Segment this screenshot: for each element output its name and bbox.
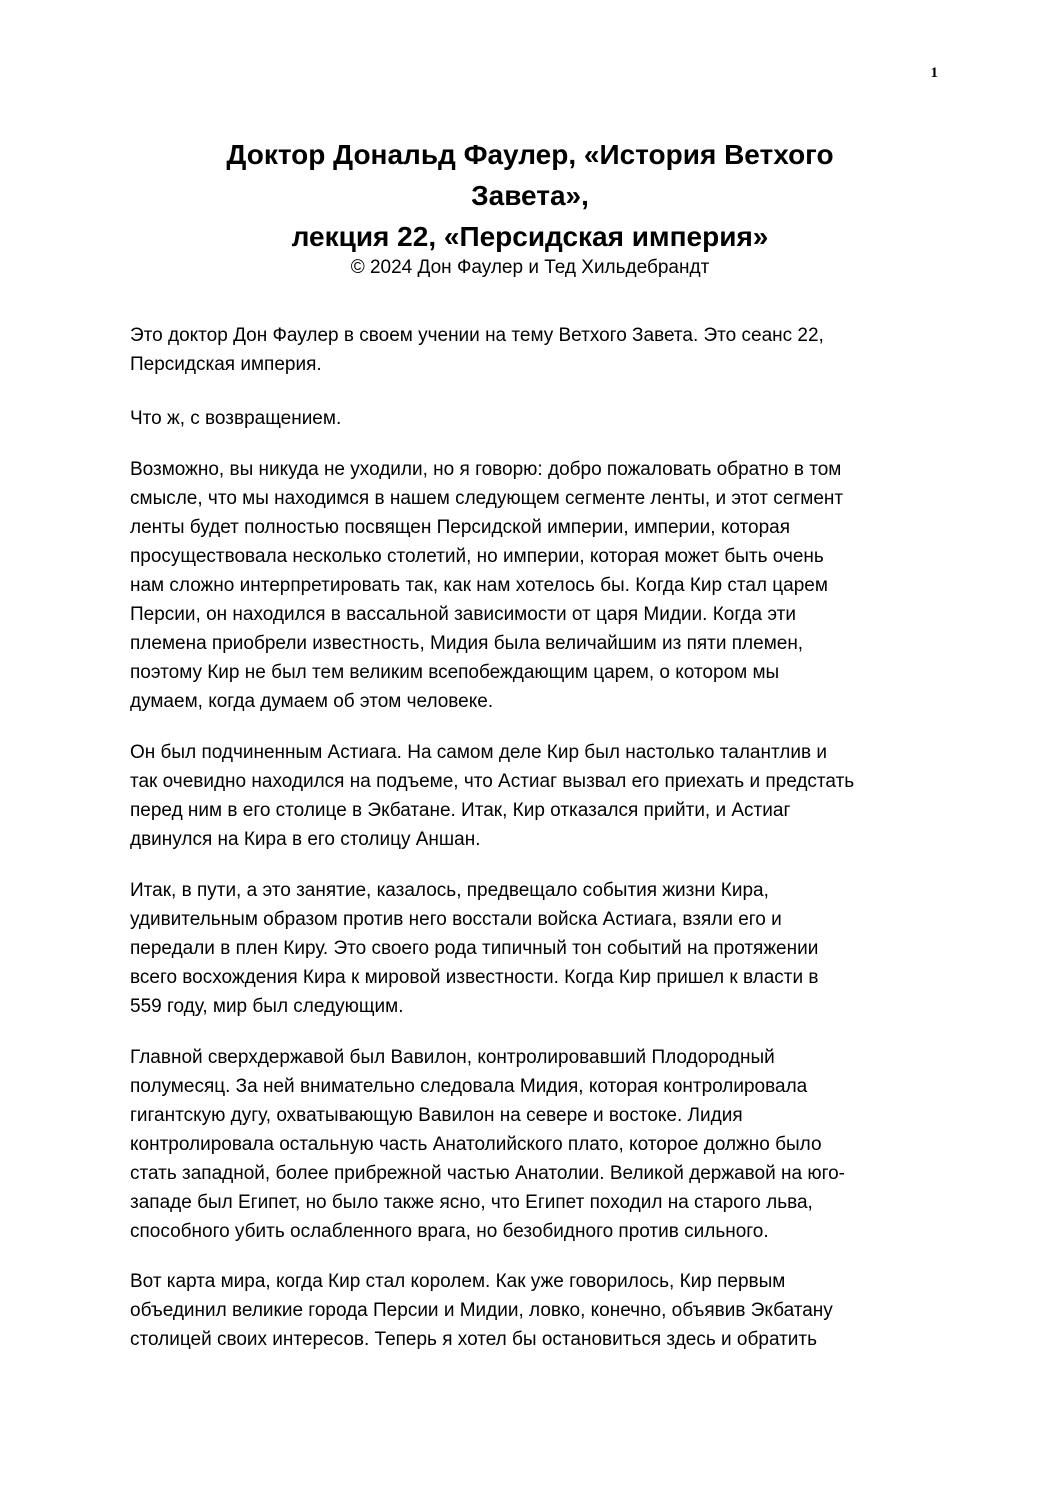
document-title-line: Завета»,: [471, 180, 589, 211]
text-line: Персидская империя.: [130, 354, 322, 375]
page-number: 1: [930, 65, 938, 81]
paragraph-superpowers: [130, 1043, 940, 1246]
text-line: западе был Египет, но было также ясно, что Египет походил на старого льва,: [130, 1192, 813, 1213]
paragraph-astyages: [130, 738, 940, 854]
text-line: способного убить ослабленного врага, но безобидного против сильного.: [130, 1221, 769, 1242]
text-line: ленты будет полностью посвящен Персидской империи, империи, которая: [130, 517, 791, 538]
text-line: объединил великие города Персии и Мидии, ловко, конечно, объявив Экбатану: [130, 1300, 833, 1321]
document-title-line: лекция 22, «Персидская империя»: [291, 221, 769, 252]
text-line: передали в плен Киру. Это своего рода типичный тон событий на протяжении: [130, 938, 819, 959]
text-line: Главной сверхдержавой был Вавилон, контролировавший Плодородный: [130, 1047, 775, 1068]
text-line: 559 году, мир был следующим.: [130, 996, 404, 1017]
paragraph-persian-empire: [130, 455, 940, 716]
text-line: племена приобрели известность, Мидия была величайшим из пяти племен,: [130, 633, 804, 654]
text-line: стать западной, более прибрежной частью Анатолии. Великой державой на юго-: [130, 1163, 845, 1184]
paragraph-world-map: [130, 1267, 940, 1354]
copyright-notice: © 2024 Дон Фаулер и Тед Хильдебрандт: [350, 257, 710, 278]
text-line: контролировала остальную часть Анатолийского плато, которое должно было: [130, 1134, 822, 1155]
text-line: полумесяц. За ней внимательно следовала Мидия, которая контролировала: [130, 1076, 808, 1097]
text-line: Итак, в пути, а это занятие, казалось, предвещало события жизни Кира,: [130, 880, 769, 901]
paragraph-welcome: [130, 404, 940, 433]
text-line: столицей своих интересов. Теперь я хотел бы остановиться здесь и обратить: [130, 1329, 818, 1350]
paragraph-cyrus-rise: [130, 876, 940, 1021]
text-line: Он был подчиненным Астиага. На самом деле Кир был настолько талантлив и: [130, 742, 827, 763]
text-line: Персии, он находился в вассальной зависимости от царя Мидии. Когда эти: [130, 604, 796, 625]
text-line: Вот карта мира, когда Кир стал королем. Как уже говорилось, Кир первым: [130, 1271, 786, 1292]
text-line: перед ним в его столице в Экбатане. Итак, Кир отказался прийти, и Астиаг: [130, 800, 791, 821]
text-line: всего восхождения Кира к мировой известности. Когда Кир пришел к власти в: [130, 967, 819, 988]
document-title-line: Доктор Дональд Фаулер, «История Ветхого: [226, 139, 834, 170]
text-line: гигантскую дугу, охватывающую Вавилон на севере и востоке. Лидия: [130, 1105, 743, 1126]
paragraph-intro: [130, 321, 940, 379]
text-line: удивительным образом против него восстали войска Астиага, взяли его и: [130, 909, 782, 930]
text-line: Это доктор Дон Фаулер в своем учении на тему Ветхого Завета. Это сеанс 22,: [130, 325, 824, 346]
text-line: двинулся на Кира в его столицу Аншан.: [130, 829, 481, 850]
text-line: так очевидно находился на подъеме, что Астиаг вызвал его приехать и предстать: [130, 771, 855, 792]
text-line: думаем, когда думаем об этом человеке.: [130, 691, 494, 712]
text-line: поэтому Кир не был тем великим всепобеждающим царем, о котором мы: [130, 662, 780, 683]
text-line: нам сложно интерпретировать так, как нам хотелось бы. Когда Кир стал царем: [130, 575, 828, 596]
document-header: [130, 134, 930, 280]
text-line: смысле, что мы находимся в нашем следующем сегменте ленты, и этот сегмент: [130, 488, 844, 509]
text-line: Возможно, вы никуда не уходили, но я говорю: добро пожаловать обратно в том: [130, 459, 842, 480]
text-line: Что ж, с возвращением.: [130, 408, 342, 429]
text-line: просуществовала несколько столетий, но империи, которая может быть очень: [130, 546, 824, 567]
